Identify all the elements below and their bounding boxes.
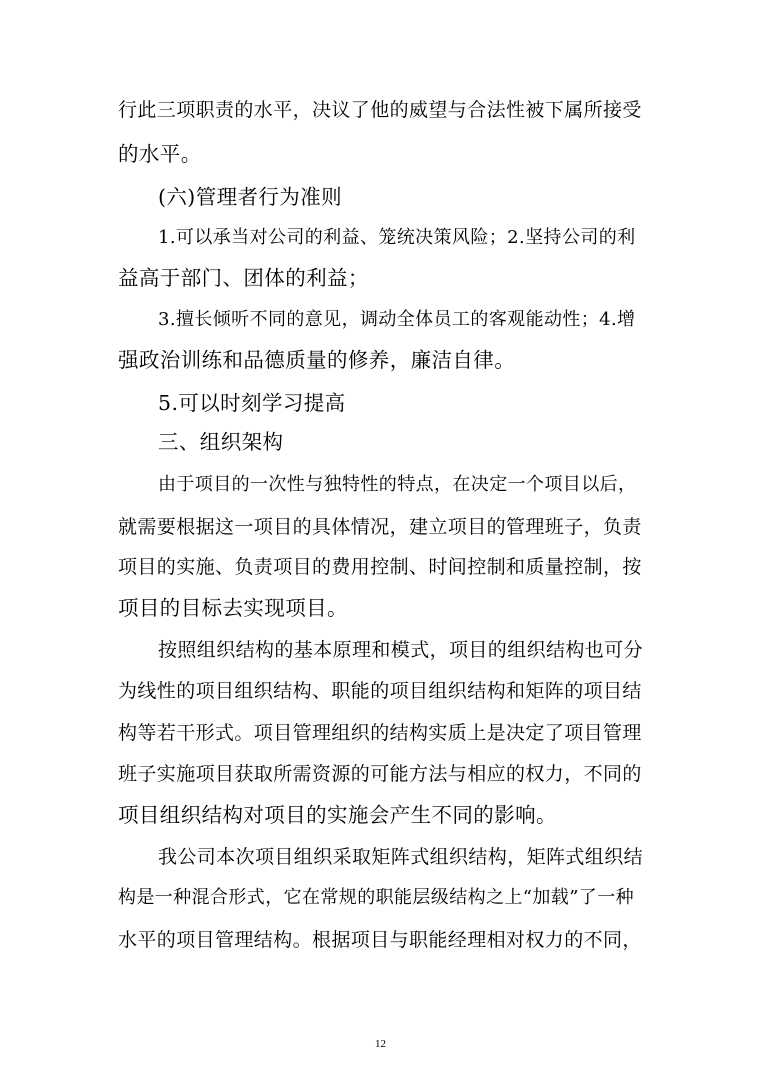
text-line-5: 益高于部门、团体的利益； <box>118 266 369 290</box>
text-line-1: 行此三项职责的水平，决议了他的威望与合法性被下属所接受 <box>118 99 642 121</box>
text-line-19: 我公司本次项目组织采取矩阵式组织结构，矩阵式组织结 <box>158 846 644 868</box>
section-heading-organization: 三、组织架构 <box>158 430 284 454</box>
text-line-13: 项目的目标去实现项目。 <box>118 596 348 620</box>
section-heading-conduct: (六)管理者行为准则 <box>158 185 342 209</box>
text-line-7: 强政治训练和品德质量的修养，廉洁自律。 <box>118 348 516 372</box>
text-line-15: 为线性的项目组织结构、职能的项目组织结构和矩阵的项目结 <box>118 680 642 702</box>
page-number: 12 <box>375 1038 386 1050</box>
text-line-20: 构是一种混合形式，它在常规的职能层级结构之上“加载”了一种 <box>118 887 635 908</box>
text-line-8: 5.可以时刻学习提高 <box>158 391 346 415</box>
text-line-4: 1.可以承当对公司的利益、笼统决策风险；2.坚持公司的利 <box>158 227 636 248</box>
text-line-17: 班子实施项目获取所需资源的可能方法与相应的权力，不同的 <box>118 763 642 785</box>
text-line-12: 项目的实施、负责项目的费用控制、时间控制和质量控制，按 <box>118 556 642 578</box>
text-line-11: 就需要根据这一项目的具体情况，建立项目的管理班子，负责 <box>118 516 642 538</box>
text-line-21: 水平的项目管理结构。根据项目与职能经理相对权力的不同， <box>118 929 642 951</box>
text-line-18: 项目组织结构对项目的实施会产生不同的影响。 <box>118 803 557 827</box>
text-line-2: 的水平。 <box>118 142 202 166</box>
text-line-10: 由于项目的一次性与独特性的特点，在决定一个项目以后， <box>158 474 637 495</box>
text-line-14: 按照组织结构的基本原理和模式，项目的组织结构也可分 <box>158 639 644 661</box>
text-line-16: 构等若干形式。项目管理组织的结构实质上是决定了项目管理 <box>118 722 642 744</box>
text-line-6: 3.擅长倾听不同的意见，调动全体员工的客观能动性；4.增 <box>158 309 636 330</box>
